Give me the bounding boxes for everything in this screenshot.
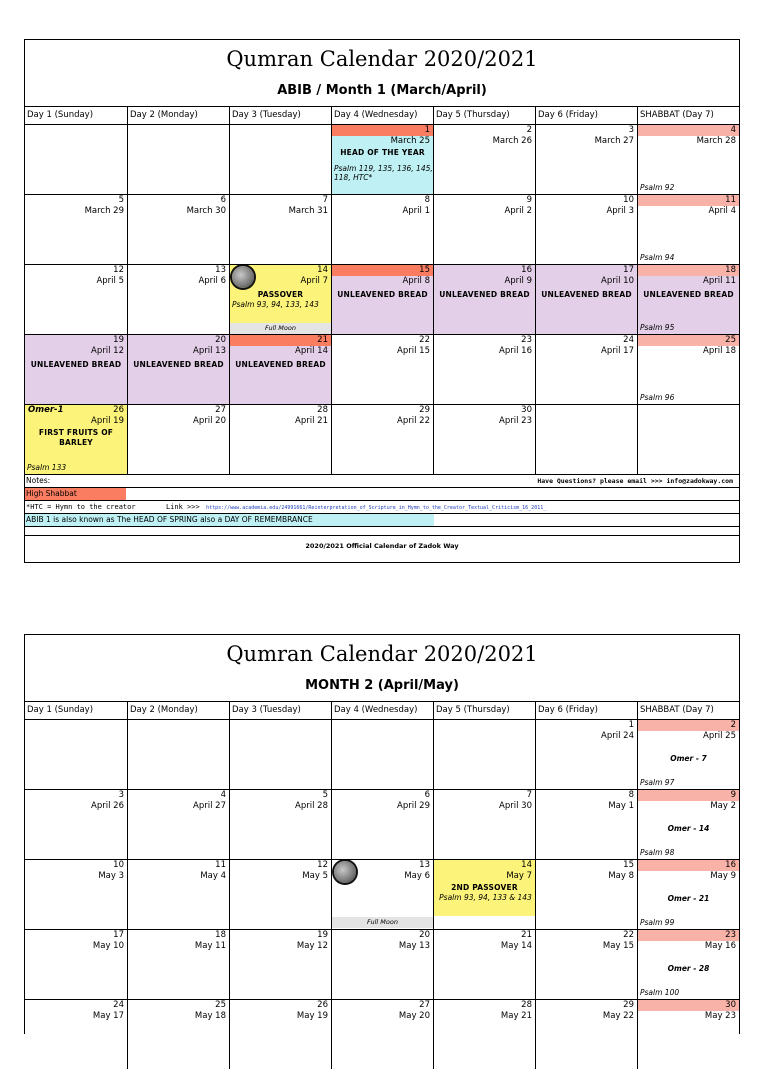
weekday-header (25, 701, 739, 720)
gregorian-date: April 26 (91, 801, 124, 811)
day-number: 14 (317, 265, 328, 275)
day-number: 2 (526, 125, 532, 135)
gregorian-date: May 11 (194, 941, 226, 951)
col-header-wednesday: Day 4 (Wednesday) (332, 702, 434, 719)
col-header-sunday: Day 1 (Sunday) (25, 107, 128, 124)
day-cell (128, 195, 230, 264)
week-row (25, 335, 739, 405)
gregorian-date: May 1 (608, 801, 634, 811)
gregorian-date: May 6 (404, 871, 430, 881)
day-number: 5 (322, 790, 328, 800)
day-number: 22 (419, 335, 430, 345)
day-number: 12 (317, 860, 328, 870)
day-number: 20 (215, 335, 226, 345)
calendar-month-2 (24, 634, 740, 1034)
day-cell-empty (230, 125, 332, 194)
gregorian-date: April 27 (193, 801, 226, 811)
col-header-thursday: Day 5 (Thursday) (434, 107, 536, 124)
gregorian-date: May 8 (608, 871, 634, 881)
psalm-reference: Psalm 119, 135, 136, 145, 118, HTC* (334, 164, 433, 182)
day-cell (25, 1000, 128, 1069)
day-cell-unleavened-bread (536, 265, 638, 334)
day-number: 24 (113, 1000, 124, 1010)
day-number: 23 (521, 335, 532, 345)
day-number: 16 (638, 860, 739, 871)
psalm-reference: Psalm 99 (640, 918, 675, 927)
day-cell (536, 335, 638, 404)
day-number: 19 (113, 335, 124, 345)
day-number: 9 (638, 790, 739, 801)
day-number: 27 (419, 1000, 430, 1010)
day-number: 3 (628, 125, 634, 135)
legend-row (25, 488, 739, 501)
calendar-title: Qumran Calendar 2020/2021 (226, 642, 538, 666)
gregorian-date: April 10 (601, 276, 634, 286)
day-cell (25, 790, 128, 859)
day-cell-shabbat (638, 860, 739, 929)
event-label: UNLEAVENED BREAD (439, 290, 530, 299)
day-cell-full-moon (332, 860, 434, 929)
gregorian-date: March 28 (696, 136, 736, 146)
col-header-tuesday: Day 3 (Tuesday) (230, 702, 332, 719)
week-row (25, 1000, 739, 1069)
gregorian-date: April 21 (295, 416, 328, 426)
col-header-monday: Day 2 (Monday) (128, 702, 230, 719)
event-label: PASSOVER (257, 290, 304, 299)
day-cell-unleavened-bread (25, 335, 128, 404)
day-cell (230, 860, 332, 929)
gregorian-date: April 5 (96, 276, 124, 286)
day-cell (230, 405, 332, 474)
day-number: 27 (215, 405, 226, 415)
day-cell-empty (638, 405, 739, 474)
gregorian-date: April 3 (606, 206, 634, 216)
day-cell (25, 195, 128, 264)
day-number: 4 (638, 125, 739, 136)
psalm-reference: Psalm 100 (640, 988, 680, 997)
day-cell (434, 195, 536, 264)
day-number: 17 (113, 930, 124, 940)
gregorian-date: March 27 (594, 136, 634, 146)
day-cell (128, 405, 230, 474)
day-cell-unleavened-bread (434, 265, 536, 334)
col-header-shabbat: SHABBAT (Day 7) (640, 705, 714, 715)
gregorian-date: March 31 (288, 206, 328, 216)
day-cell-unleavened-bread (128, 335, 230, 404)
col-header-wednesday: Day 4 (Wednesday) (332, 107, 434, 124)
omer-count: Omer - 21 (667, 894, 710, 903)
day-number: 6 (424, 790, 430, 800)
gregorian-date: April 15 (397, 346, 430, 356)
day-cell (332, 335, 434, 404)
day-cell-shabbat (638, 335, 739, 404)
day-cell (128, 790, 230, 859)
psalm-reference: Psalm 95 (640, 323, 675, 332)
gregorian-date: March 26 (492, 136, 532, 146)
gregorian-date: April 18 (703, 346, 736, 356)
event-label: UNLEAVENED BREAD (643, 290, 734, 299)
link-label: Link >>> (165, 503, 200, 511)
day-number: 11 (638, 195, 739, 206)
col-header-shabbat: SHABBAT (Day 7) (640, 110, 714, 120)
day-cell-shabbat (638, 720, 739, 789)
day-cell (536, 195, 638, 264)
gregorian-date: April 29 (397, 801, 430, 811)
gregorian-date: April 13 (193, 346, 226, 356)
day-cell (230, 1000, 332, 1069)
day-cell (230, 790, 332, 859)
gregorian-date: May 19 (296, 1011, 328, 1021)
gregorian-date: April 30 (499, 801, 532, 811)
gregorian-date: May 17 (92, 1011, 124, 1021)
day-cell-unleavened-bread (332, 265, 434, 334)
psalm-reference: Psalm 97 (640, 778, 675, 787)
head-of-year-block (332, 136, 433, 194)
day-number: 25 (215, 1000, 226, 1010)
htc-row (25, 501, 739, 514)
month-subtitle: MONTH 2 (April/May) (305, 678, 459, 693)
gregorian-date: May 23 (704, 1011, 736, 1021)
day-cell (536, 790, 638, 859)
psalm-reference: Psalm 93, 94, 133 & 143 (439, 893, 532, 902)
day-cell-shabbat (638, 125, 739, 194)
gregorian-date: April 9 (504, 276, 532, 286)
notes-section (25, 475, 739, 536)
full-moon-icon (334, 861, 356, 883)
day-number: 2 (638, 720, 739, 731)
full-moon-icon (232, 266, 254, 288)
col-header-friday: Day 6 (Friday) (536, 702, 638, 719)
day-cell (25, 860, 128, 929)
day-number: 8 (424, 195, 430, 205)
htc-note: *HTC = Hymn to the creator (26, 503, 136, 511)
gregorian-date: May 14 (500, 941, 532, 951)
day-number: 18 (215, 930, 226, 940)
day-cell (128, 930, 230, 999)
day-number: 26 (317, 1000, 328, 1010)
psalm-reference: Psalm 93, 94, 133, 143 (232, 300, 319, 309)
week-row (25, 125, 739, 195)
day-cell-head-of-year (332, 125, 434, 194)
week-row (25, 860, 739, 930)
gregorian-date: April 28 (295, 801, 328, 811)
gregorian-date: April 8 (402, 276, 430, 286)
psalm-reference: Psalm 92 (640, 183, 675, 192)
day-cell (128, 860, 230, 929)
day-cell (536, 1000, 638, 1069)
high-shabbat-legend: High Shabbat (25, 488, 126, 500)
day-cell-second-passover (434, 860, 536, 929)
gregorian-date: April 22 (397, 416, 430, 426)
day-number: 13 (419, 860, 430, 870)
day-cell-empty (332, 720, 434, 789)
day-number: 21 (521, 930, 532, 940)
week-row (25, 405, 739, 475)
event-label: HEAD OF THE YEAR (340, 148, 425, 157)
gregorian-date: April 20 (193, 416, 226, 426)
day-cell (230, 930, 332, 999)
gregorian-date: May 4 (200, 871, 226, 881)
day-cell (434, 1000, 536, 1069)
day-number: 13 (215, 265, 226, 275)
gregorian-date: April 23 (499, 416, 532, 426)
day-cell (128, 1000, 230, 1069)
gregorian-date: May 7 (506, 871, 532, 881)
week-row (25, 265, 739, 335)
day-number: 20 (419, 930, 430, 940)
day-number: 29 (623, 1000, 634, 1010)
gregorian-date: April 2 (504, 206, 532, 216)
abib-note: ABIB 1 is also known as The HEAD OF SPRING also a DAY OF REMEMBRANCE (25, 514, 434, 526)
event-label: UNLEAVENED BREAD (337, 290, 428, 299)
full-moon-label: Full Moon (332, 917, 433, 928)
event-label: UNLEAVENED BREAD (235, 360, 326, 369)
gregorian-date: May 10 (92, 941, 124, 951)
day-cell (25, 265, 128, 334)
gregorian-date: April 16 (499, 346, 532, 356)
event-label: 2ND PASSOVER (451, 883, 518, 892)
gregorian-date: April 14 (295, 346, 328, 356)
day-cell (536, 930, 638, 999)
omer-count: Omer - 14 (667, 824, 710, 833)
week-row (25, 720, 739, 790)
col-header-friday: Day 6 (Friday) (536, 107, 638, 124)
day-number: 12 (113, 265, 124, 275)
day-number: 29 (419, 405, 430, 415)
day-cell (332, 405, 434, 474)
day-cell-passover (230, 265, 332, 334)
week-row (25, 195, 739, 265)
gregorian-date: April 24 (601, 731, 634, 741)
contact-email-text: Have Questions? please email >>> info@zadokway.com (537, 477, 733, 485)
omer-count: Omer - 28 (667, 964, 710, 973)
day-number: 19 (317, 930, 328, 940)
gregorian-date: May 15 (602, 941, 634, 951)
gregorian-date: May 2 (710, 801, 736, 811)
gregorian-date: April 6 (198, 276, 226, 286)
day-number: 16 (521, 265, 532, 275)
gregorian-date: May 18 (194, 1011, 226, 1021)
day-number: 24 (623, 335, 634, 345)
event-label: UNLEAVENED BREAD (133, 360, 224, 369)
day-number: 30 (638, 1000, 739, 1011)
gregorian-date: May 20 (398, 1011, 430, 1021)
gregorian-date: April 19 (91, 416, 124, 426)
gregorian-date: March 30 (186, 206, 226, 216)
day-cell-shabbat (638, 790, 739, 859)
passover-content (434, 860, 535, 902)
day-number: 3 (118, 790, 124, 800)
day-number: 7 (526, 790, 532, 800)
calendar-month-1 (24, 39, 740, 563)
gregorian-date: April 1 (402, 206, 430, 216)
gregorian-date: May 5 (302, 871, 328, 881)
gregorian-date: May 22 (602, 1011, 634, 1021)
weekday-header (25, 106, 739, 125)
day-number: 10 (623, 195, 634, 205)
day-cell (128, 265, 230, 334)
day-cell (434, 125, 536, 194)
month-subtitle: ABIB / Month 1 (March/April) (277, 83, 487, 98)
col-header-tuesday: Day 3 (Tuesday) (230, 107, 332, 124)
day-number: 15 (332, 265, 433, 276)
day-cell (332, 195, 434, 264)
day-cell-shabbat (638, 195, 739, 264)
academia-link[interactable]: https://www.academia.edu/24991661/Reinterpretation_of_Scripture_in_Hymn_to_the_Creator_Textual_Criticism_16_2011_ (206, 505, 547, 511)
day-cell (536, 125, 638, 194)
day-cell-empty (536, 405, 638, 474)
col-header-thursday: Day 5 (Thursday) (434, 702, 536, 719)
day-cell-empty (230, 720, 332, 789)
gregorian-date: May 16 (704, 941, 736, 951)
day-number: 6 (220, 195, 226, 205)
gregorian-date: April 7 (300, 276, 328, 286)
day-number: 14 (521, 860, 532, 870)
day-cell (434, 930, 536, 999)
day-number: 23 (638, 930, 739, 941)
gregorian-date: March 25 (390, 136, 430, 146)
week-row (25, 790, 739, 860)
event-label: FIRST FRUITS OF BARLEY (38, 428, 114, 447)
day-number: 8 (628, 790, 634, 800)
day-cell (332, 790, 434, 859)
day-number: 25 (638, 335, 739, 346)
day-cell (332, 1000, 434, 1069)
day-cell (434, 335, 536, 404)
day-cell-shabbat (638, 265, 739, 334)
day-number: 26 (113, 405, 124, 415)
day-cell (434, 405, 536, 474)
omer-count: Omer-1 (28, 405, 64, 415)
blank-row (25, 527, 739, 536)
gregorian-date: April 25 (703, 731, 736, 741)
psalm-reference: Psalm 98 (640, 848, 675, 857)
day-cell-empty (434, 720, 536, 789)
psalm-reference: Psalm 96 (640, 393, 675, 402)
day-cell (332, 930, 434, 999)
day-number: 4 (220, 790, 226, 800)
day-cell-unleavened-bread (230, 335, 332, 404)
day-number: 30 (521, 405, 532, 415)
day-number: 18 (638, 265, 739, 276)
day-cell-empty (25, 720, 128, 789)
notes-row (25, 475, 739, 488)
day-cell-first-fruits (25, 405, 128, 474)
col-header-sunday: Day 1 (Sunday) (25, 702, 128, 719)
gregorian-date: May 12 (296, 941, 328, 951)
day-number: 22 (623, 930, 634, 940)
day-cell (536, 860, 638, 929)
gregorian-date: March 29 (84, 206, 124, 216)
day-number: 1 (628, 720, 634, 730)
gregorian-date: May 3 (98, 871, 124, 881)
day-cell-shabbat (638, 930, 739, 999)
day-cell-shabbat (638, 1000, 739, 1069)
day-number: 10 (113, 860, 124, 870)
day-cell (25, 930, 128, 999)
day-cell (536, 720, 638, 789)
omer-count: Omer - 7 (670, 754, 707, 763)
gregorian-date: May 9 (710, 871, 736, 881)
event-label: UNLEAVENED BREAD (30, 360, 122, 369)
day-number: 1 (332, 125, 433, 136)
day-number: 7 (322, 195, 328, 205)
day-number: 9 (526, 195, 532, 205)
day-cell-empty (128, 125, 230, 194)
day-cell (230, 195, 332, 264)
full-moon-label: Full Moon (230, 323, 331, 334)
gregorian-date: April 17 (601, 346, 634, 356)
week-row (25, 930, 739, 1000)
day-cell-empty (128, 720, 230, 789)
day-number: 28 (521, 1000, 532, 1010)
gregorian-date: April 11 (703, 276, 736, 286)
day-cell (434, 790, 536, 859)
psalm-reference: Psalm 94 (640, 253, 675, 262)
gregorian-date: May 13 (398, 941, 430, 951)
gregorian-date: April 4 (708, 206, 736, 216)
day-number: 28 (317, 405, 328, 415)
day-number: 11 (215, 860, 226, 870)
day-number: 5 (118, 195, 124, 205)
gregorian-date: May 21 (500, 1011, 532, 1021)
calendar-title: Qumran Calendar 2020/2021 (226, 47, 538, 71)
col-header-monday: Day 2 (Monday) (128, 107, 230, 124)
notes-label: Notes: (26, 476, 51, 485)
day-number: 21 (230, 335, 331, 346)
event-label: UNLEAVENED BREAD (541, 290, 632, 299)
day-cell-empty (25, 125, 128, 194)
psalm-reference: Psalm 133 (27, 463, 67, 472)
gregorian-date: April 12 (91, 346, 124, 356)
abib-note-row (25, 514, 739, 527)
day-number: 15 (623, 860, 634, 870)
calendar-footer: 2020/2021 Official Calendar of Zadok Way (305, 542, 459, 550)
day-number: 17 (623, 265, 634, 275)
